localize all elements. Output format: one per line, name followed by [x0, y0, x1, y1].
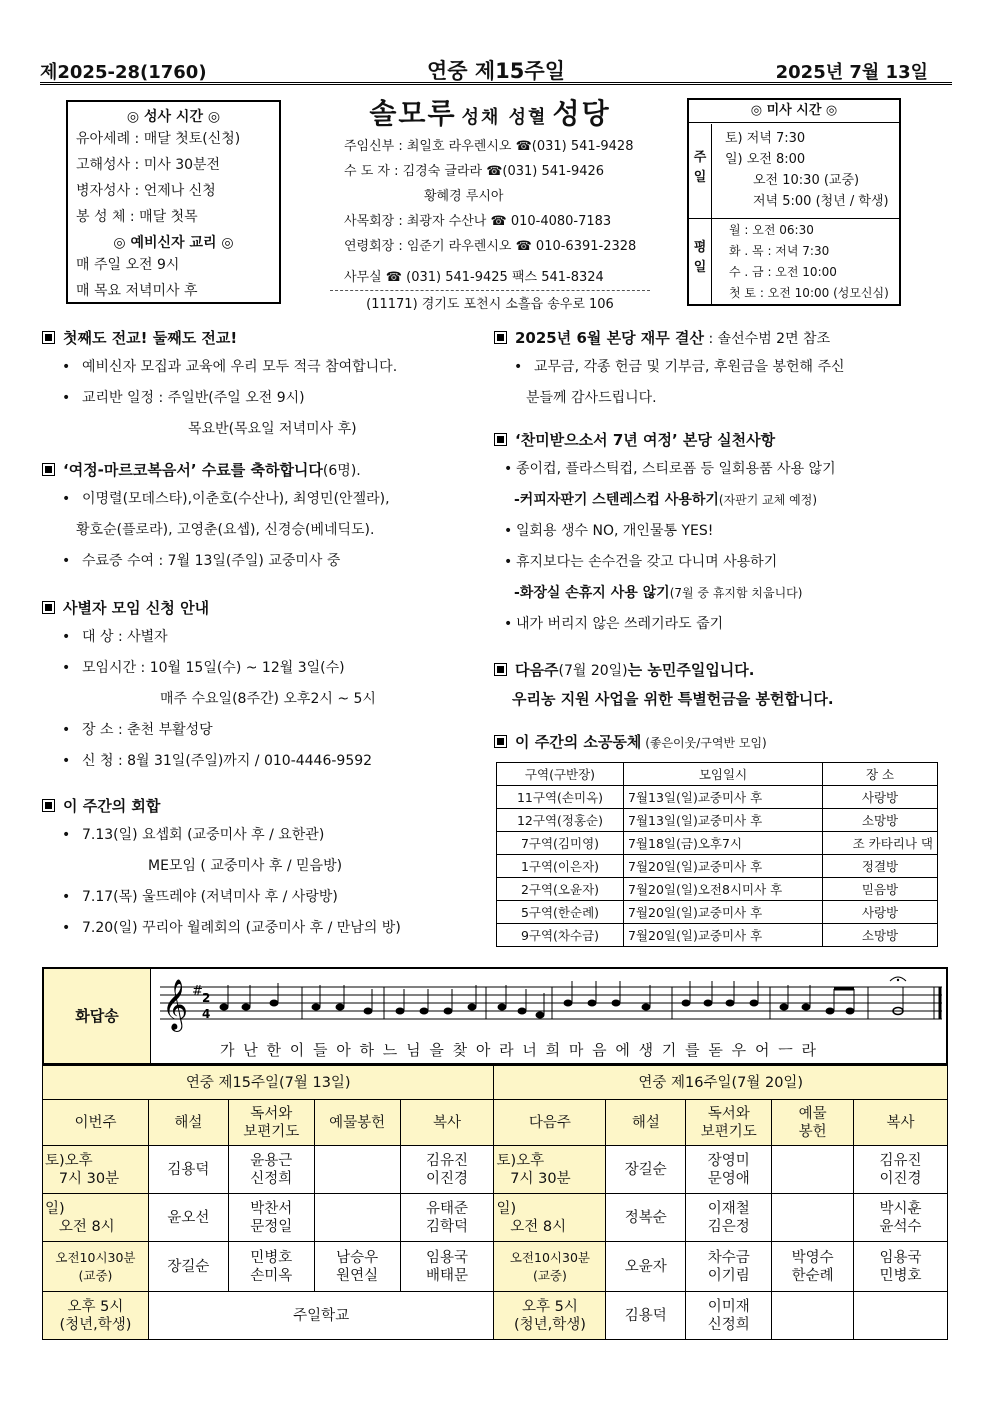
widow-line: • 대 상 : 사별자: [42, 622, 482, 653]
schedule-header: 예물봉헌: [314, 1100, 400, 1146]
music-staff: [156, 973, 946, 1033]
evangelize-line: • 예비신자 모집과 교육에 우리 모두 적극 참여합니다.: [42, 352, 482, 383]
farmer-title-mid: (7월 20일): [558, 663, 628, 679]
catechumen-title: ◎ 예비신자 교리 ◎: [113, 235, 234, 251]
religious-line-2: 황혜경 루시아: [424, 189, 504, 204]
evangelize-title: 첫째도 전교! 둘째도 전교!: [63, 329, 238, 347]
community-header: 장 소: [823, 763, 938, 786]
journey-line: 일회용 생수 NO, 개인물통 YES!: [516, 523, 714, 539]
finance-line: 분들께 감사드립니다.: [526, 390, 657, 406]
mark-title: ‘여정-마르코복음서’ 수료를 축하합니다: [63, 461, 323, 479]
header-rule: [40, 82, 952, 85]
schedule-table: [42, 1065, 948, 1340]
community-title-tail: (좋은이웃/구역반 모임): [641, 736, 767, 750]
mass-tue-thu: 화 . 목 : 저녁 7:30: [729, 244, 830, 258]
meeting-line: • 7.20(일) 꾸리아 월례회의 (교중미사 후 / 만남의 방): [42, 913, 492, 944]
journey-title: ‘찬미받으소서 7년 여정’ 본당 실천사항: [515, 431, 776, 449]
sacrament-row: 유아세례 : 매달 첫토(신청): [76, 131, 241, 147]
parish-name-b: 성채 성혈: [461, 107, 548, 128]
community-header: 모임일시: [624, 763, 823, 786]
finance-section: [494, 324, 944, 414]
weekday-label: 평일: [693, 240, 707, 275]
farmer-section: [494, 656, 944, 715]
widow-section: [42, 594, 482, 777]
mass-sat: 토) 저녁 7:30: [725, 131, 806, 146]
svg-text:4: 4: [202, 1007, 211, 1021]
meeting-line: ME모임 ( 교중미사 후 / 믿음방): [148, 858, 343, 874]
issue-number: 제2025-28(1760): [40, 62, 207, 83]
mass-wed-fri: 수 . 금 : 오전 10:00: [729, 265, 837, 279]
journey-line-tail: (자판기 교체 예정): [718, 493, 818, 507]
table-row: 5구역(한순례) 7월20일(일)교중미사 후 사랑방: [497, 901, 938, 924]
evangelize-line: 목요반(목요일 저녁미사 후): [188, 421, 357, 437]
table-row: 오후 5시 (청년,학생) 주일학교 오후 5시 (청년,학생) 김용덕 이미재 신정희: [43, 1292, 948, 1340]
journey-line: 휴지보다는 손수건을 갖고 다니며 사용하기: [516, 554, 778, 570]
sunday-label: 주일: [693, 150, 707, 185]
table-row: 1구역(이은자) 7월20일(일)교중미사 후 정결방: [497, 855, 938, 878]
widow-line: 매주 수요일(8주간) 오후2시 ~ 5시: [160, 691, 376, 707]
pastor-line: 주임신부 : 최일호 라우렌시오 ☎(031) 541-9428: [344, 139, 634, 154]
schedule-header: 이번주: [43, 1100, 149, 1146]
community-table: [496, 762, 938, 947]
journey-line: -화장실 손휴지 사용 않기: [514, 585, 670, 601]
meeting-line: • 7.13(일) 요셉회 (교중미사 후 / 요한관): [42, 820, 492, 851]
catechumen-row: 매 목요 저녁미사 후: [76, 283, 198, 299]
journey-section: ‘찬미받으소서 7년 여정’ 본당 실천사항 • 종이컵, 플라스틱컵, 스티로폼 등 일회용품 사용 않기 -커피자판기 스텐레스컵 사용하기(자판기 교체 예정) • 일회용 생수 NO, 개인물통 YES! • 휴지보다는 손수건을 갖고 다니며 사용하기 -화장실 손휴지 사용 않기(7월 중 휴지함 치웁니다) • 내가 버리지 않은 쓰레기라도 줍기: [494, 426, 944, 640]
journey-line: 내가 버리지 않은 쓰레기라도 줍기: [516, 616, 724, 632]
finance-title: 2025년 6월 본당 재무 결산: [515, 329, 704, 347]
mass-title: ◎ 미사 시간 ◎: [689, 100, 899, 123]
issue-date: 2025년 7월 13일: [775, 62, 928, 83]
farmer-title-tail: 는 농민주일입니다.: [627, 661, 755, 679]
journey-line: -커피자판기 스텐레스컵 사용하기: [514, 492, 719, 508]
table-row: 일) 오전 8시 윤오선 박찬서 문정일 유태준 김학덕 일) 오전 8시 정복순 이재철 김은정 박시훈 윤석수: [43, 1194, 948, 1242]
community-section: [494, 728, 944, 756]
meetings-section: [42, 792, 492, 944]
table-row: 9구역(차수금) 7월20일(일)교중미사 후 소망방: [497, 924, 938, 947]
widow-line: • 신 청 : 8월 31일(주일)까지 / 010-4446-9592: [42, 746, 482, 777]
schedule-header: 복사: [854, 1100, 948, 1146]
parish-name: [300, 92, 680, 132]
funeral-line: 연령회장 : 임준기 라우렌시오 ☎ 010-6391-2328: [344, 239, 637, 254]
parish-name-a: 솔모루: [369, 97, 457, 130]
evangelize-section: [42, 324, 482, 445]
finance-title-tail: : 솔선수범 2면 참조: [704, 331, 831, 347]
mass-sun-1030: 오전 10:30 (교중): [753, 173, 860, 188]
community-header: 구역(구반장): [497, 763, 624, 786]
journey-line-tail: (7월 중 휴지함 치웁니다): [669, 586, 803, 600]
mass-sun-5: 저녁 5:00 (청년 / 학생): [753, 194, 889, 209]
community-title: 이 주간의 소공동체: [515, 733, 642, 751]
farmer-title: 다음주: [515, 661, 559, 679]
table-row: 12구역(정홍순) 7월13일(일)교중미사 후 소망방: [497, 809, 938, 832]
meetings-title: 이 주간의 회합: [63, 797, 161, 815]
schedule-header: 독서와 보편기도: [686, 1100, 772, 1146]
mass-mon: 월 : 오전 06:30: [729, 223, 814, 237]
table-row: 11구역(손미옥) 7월13일(일)교중미사 후 사랑방: [497, 786, 938, 809]
svg-text:2: 2: [202, 991, 211, 1005]
schedule-header: 예물 봉헌: [772, 1100, 854, 1146]
journey-line: 종이컵, 플라스틱컵, 스티로폼 등 일회용품 사용 않기: [516, 461, 836, 477]
mark-title-tail: (6명).: [322, 463, 361, 479]
sacrament-row: 고해성사 : 미사 30분전: [76, 157, 221, 173]
widow-line: • 모임시간 : 10월 15일(수) ~ 12월 3일(수): [42, 653, 482, 684]
religious-line: 수 도 자 : 김경숙 글라라 ☎(031) 541-9426: [344, 164, 605, 179]
sacrament-row: 봉 성 체 : 매달 첫목: [76, 209, 198, 225]
schedule-header: 다음주: [494, 1100, 606, 1146]
mark-line: 황호순(플로라), 고영춘(요셉), 신경승(베네딕도).: [76, 522, 375, 538]
widow-line: • 장 소 : 춘천 부활성당: [42, 715, 482, 746]
parish-name-c: 성당: [552, 97, 611, 130]
svg-text:𝄞: 𝄞: [162, 979, 189, 1030]
psalm-lyrics: 가 난 한 이 들 아 하 느 님 을 찾 아 라 너 희 마 음 에 생 기 를 돋 우 어 ㅡ 라: [220, 1041, 818, 1059]
schedule-header: 해설: [148, 1100, 228, 1146]
psalm-box: [42, 967, 948, 1065]
table-row: 오전10시30분 (교중) 장길순 민병호 손미옥 남승우 원연실 임용국 배태문 오전10시30분 (교중) 오윤자 차수금 이기림 박영수 한순례 임용국 민병호: [43, 1242, 948, 1292]
council-line: 사목회장 : 최광자 수산나 ☎ 010-4080-7183: [344, 214, 612, 229]
svg-text:#: #: [192, 984, 203, 999]
week-b-title: 연중 제16주일(7월 20일): [494, 1066, 948, 1100]
week-a-title: 연중 제15주일(7월 13일): [43, 1066, 494, 1100]
schedule-header: 해설: [606, 1100, 686, 1146]
mark-section: [42, 456, 482, 577]
table-row: 7구역(김미영) 7월18일(금)오후7시 조 카타리나 댁: [497, 832, 938, 855]
table-row: 토)오후 7시 30분 김용덕 윤용근 신정희 김유진 이진경 토)오후 7시 30분 장길순 장영미 문영애 김유진 이진경: [43, 1146, 948, 1194]
widow-title: 사별자 모임 신청 안내: [63, 599, 210, 617]
evangelize-line: • 교리반 일정 : 주일반(주일 오전 9시): [42, 383, 482, 414]
catechumen-row: 매 주일 오전 9시: [76, 257, 180, 273]
mass-box: [687, 98, 901, 306]
page-title: 연중 제15주일: [427, 59, 565, 83]
address: (11171) 경기도 포천시 소흘읍 송우로 106: [366, 297, 614, 312]
mass-first-sat: 첫 토 : 오전 10:00 (성모신심): [729, 286, 889, 300]
schedule-header: 복사: [400, 1100, 494, 1146]
sacrament-row: 병자성사 : 언제나 신청: [76, 183, 216, 199]
meeting-line: • 7.17(목) 울뜨레야 (저녁미사 후 / 사랑방): [42, 882, 492, 913]
mark-line: • 수료증 수여 : 7월 13일(주일) 교중미사 중: [42, 546, 482, 577]
finance-line: • 교무금, 각종 헌금 및 기부금, 후원금을 봉헌해 주신: [494, 352, 944, 383]
table-row: 2구역(오윤자) 7월20일(일)오전8시미사 후 믿음방: [497, 878, 938, 901]
schedule-header: 독서와 보편기도: [228, 1100, 314, 1146]
sacrament-title: ◎ 성사 시간 ◎: [126, 109, 221, 125]
farmer-line: 우리농 지원 사업을 위한 특별헌금을 봉헌합니다.: [512, 690, 834, 708]
parish-info: [344, 134, 654, 290]
psalm-label: 화답송: [75, 1007, 119, 1025]
sacrament-box: [66, 100, 281, 304]
mass-sun-8: 일) 오전 8:00: [725, 152, 806, 167]
mark-line: • 이명렬(모데스타),이춘호(수산나), 최영민(안젤라),: [42, 484, 482, 515]
office-line: 사무실 ☎ (031) 541-9425 팩스 541-8324: [344, 270, 604, 285]
